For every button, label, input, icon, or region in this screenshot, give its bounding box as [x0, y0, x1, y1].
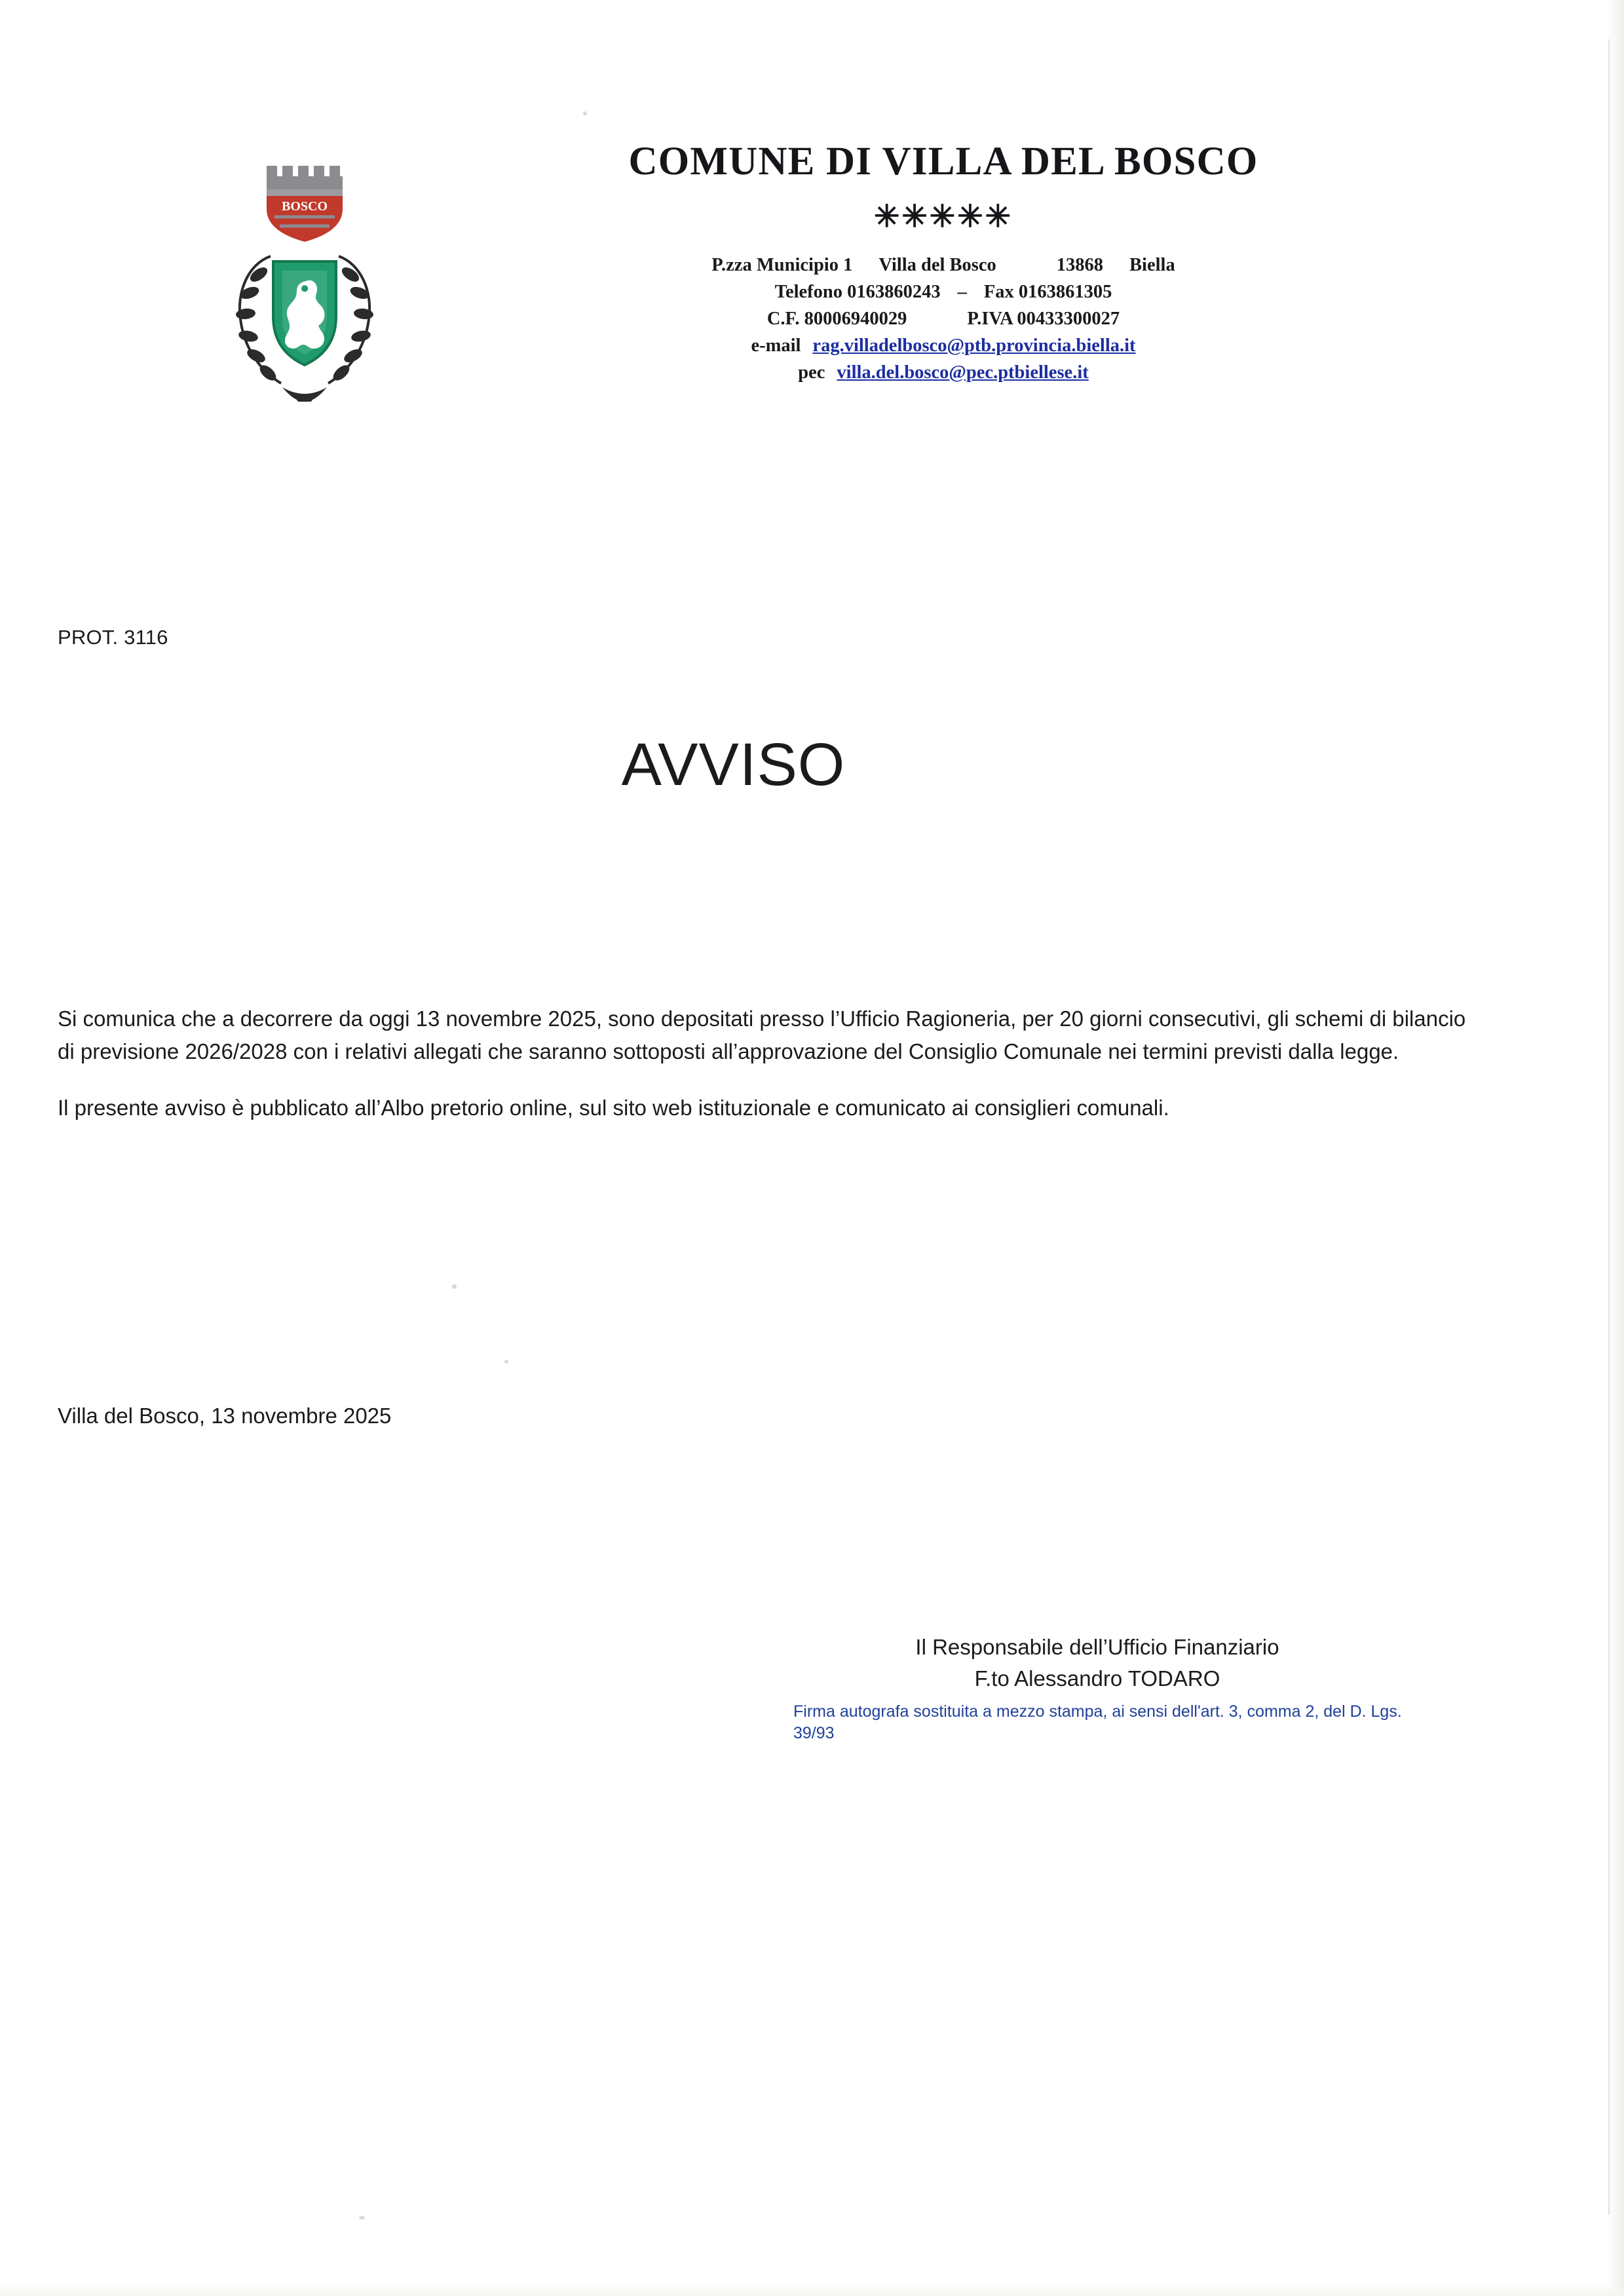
document-heading: AVVISO — [621, 731, 846, 798]
address-cap: 13868 — [1056, 255, 1104, 276]
email-link[interactable]: rag.villadelbosco@ptb.provincia.biella.it — [812, 335, 1136, 356]
address-line — [413, 252, 1474, 278]
body-paragraph-2: Il presente avviso è pubblicato all’Albo pretorio online, sul sito web istituzionale e comunicato ai consiglieri comunali. — [58, 1096, 1169, 1120]
protocol-number: PROT. 3116 — [58, 626, 168, 649]
letterhead-text — [413, 141, 1494, 386]
signer-name: F.to Alessandro TODARO — [974, 1666, 1220, 1691]
signature-block — [783, 1632, 1412, 1745]
document-body — [58, 1003, 1479, 1148]
phone-line — [413, 278, 1474, 305]
fiscal-code: C.F. 80006940029 — [766, 309, 907, 330]
phone-number: Telefono 0163860243 — [774, 282, 941, 303]
scan-speck — [583, 111, 587, 115]
fax-number: Fax 0163861305 — [983, 282, 1112, 303]
scan-edge-line-artifact — [1608, 39, 1610, 2215]
address-street: P.zza Municipio 1 — [711, 255, 853, 276]
star-separator: ✳✳✳✳✳ — [874, 200, 1013, 235]
pec-line — [413, 359, 1474, 386]
scan-speck — [359, 2216, 365, 2219]
email-label: e-mail — [751, 335, 801, 356]
pec-link[interactable]: villa.del.bosco@pec.ptbiellese.it — [837, 362, 1089, 383]
svg-text:BOSCO: BOSCO — [281, 199, 328, 214]
municipal-coat-of-arms-icon — [197, 146, 413, 428]
body-paragraph-1: Si comunica che a decorrere da oggi 13 novembre 2025, sono depositati presso l’Ufficio Ragioneria, per 20 giorni consecutivi, gli schemi di bilancio di previsione 2026/2028 con i relativi allegati che saranno sottoposti all’approvazione del Consiglio Comunale nei termini previsti dalla legge. — [58, 1006, 1466, 1064]
contact-block — [413, 252, 1474, 386]
scan-speck — [504, 1360, 508, 1364]
place-and-date: Villa del Bosco, 13 novembre 2025 — [58, 1404, 392, 1428]
pec-label: pec — [798, 362, 825, 383]
email-line — [413, 332, 1474, 359]
signature-disclaimer: Firma autografa sostituita a mezzo stampa, ai sensi dell'art. 3, comma 2, del D. Lgs. 39/93 — [793, 1702, 1402, 1743]
page-title: COMUNE DI VILLA DEL BOSCO — [628, 140, 1258, 183]
scan-speck — [452, 1284, 457, 1289]
letterhead — [0, 141, 1494, 428]
address-town: Villa del Bosco — [878, 255, 996, 276]
address-province: Biella — [1129, 255, 1175, 276]
fiscal-line — [413, 305, 1474, 332]
scan-edge-bottom-artifact — [0, 2284, 1624, 2296]
signer-role: Il Responsabile dell’Ufficio Finanziario — [915, 1635, 1279, 1659]
vat-code: P.IVA 00433300027 — [967, 309, 1120, 330]
phone-fax-separator: – — [957, 282, 967, 303]
